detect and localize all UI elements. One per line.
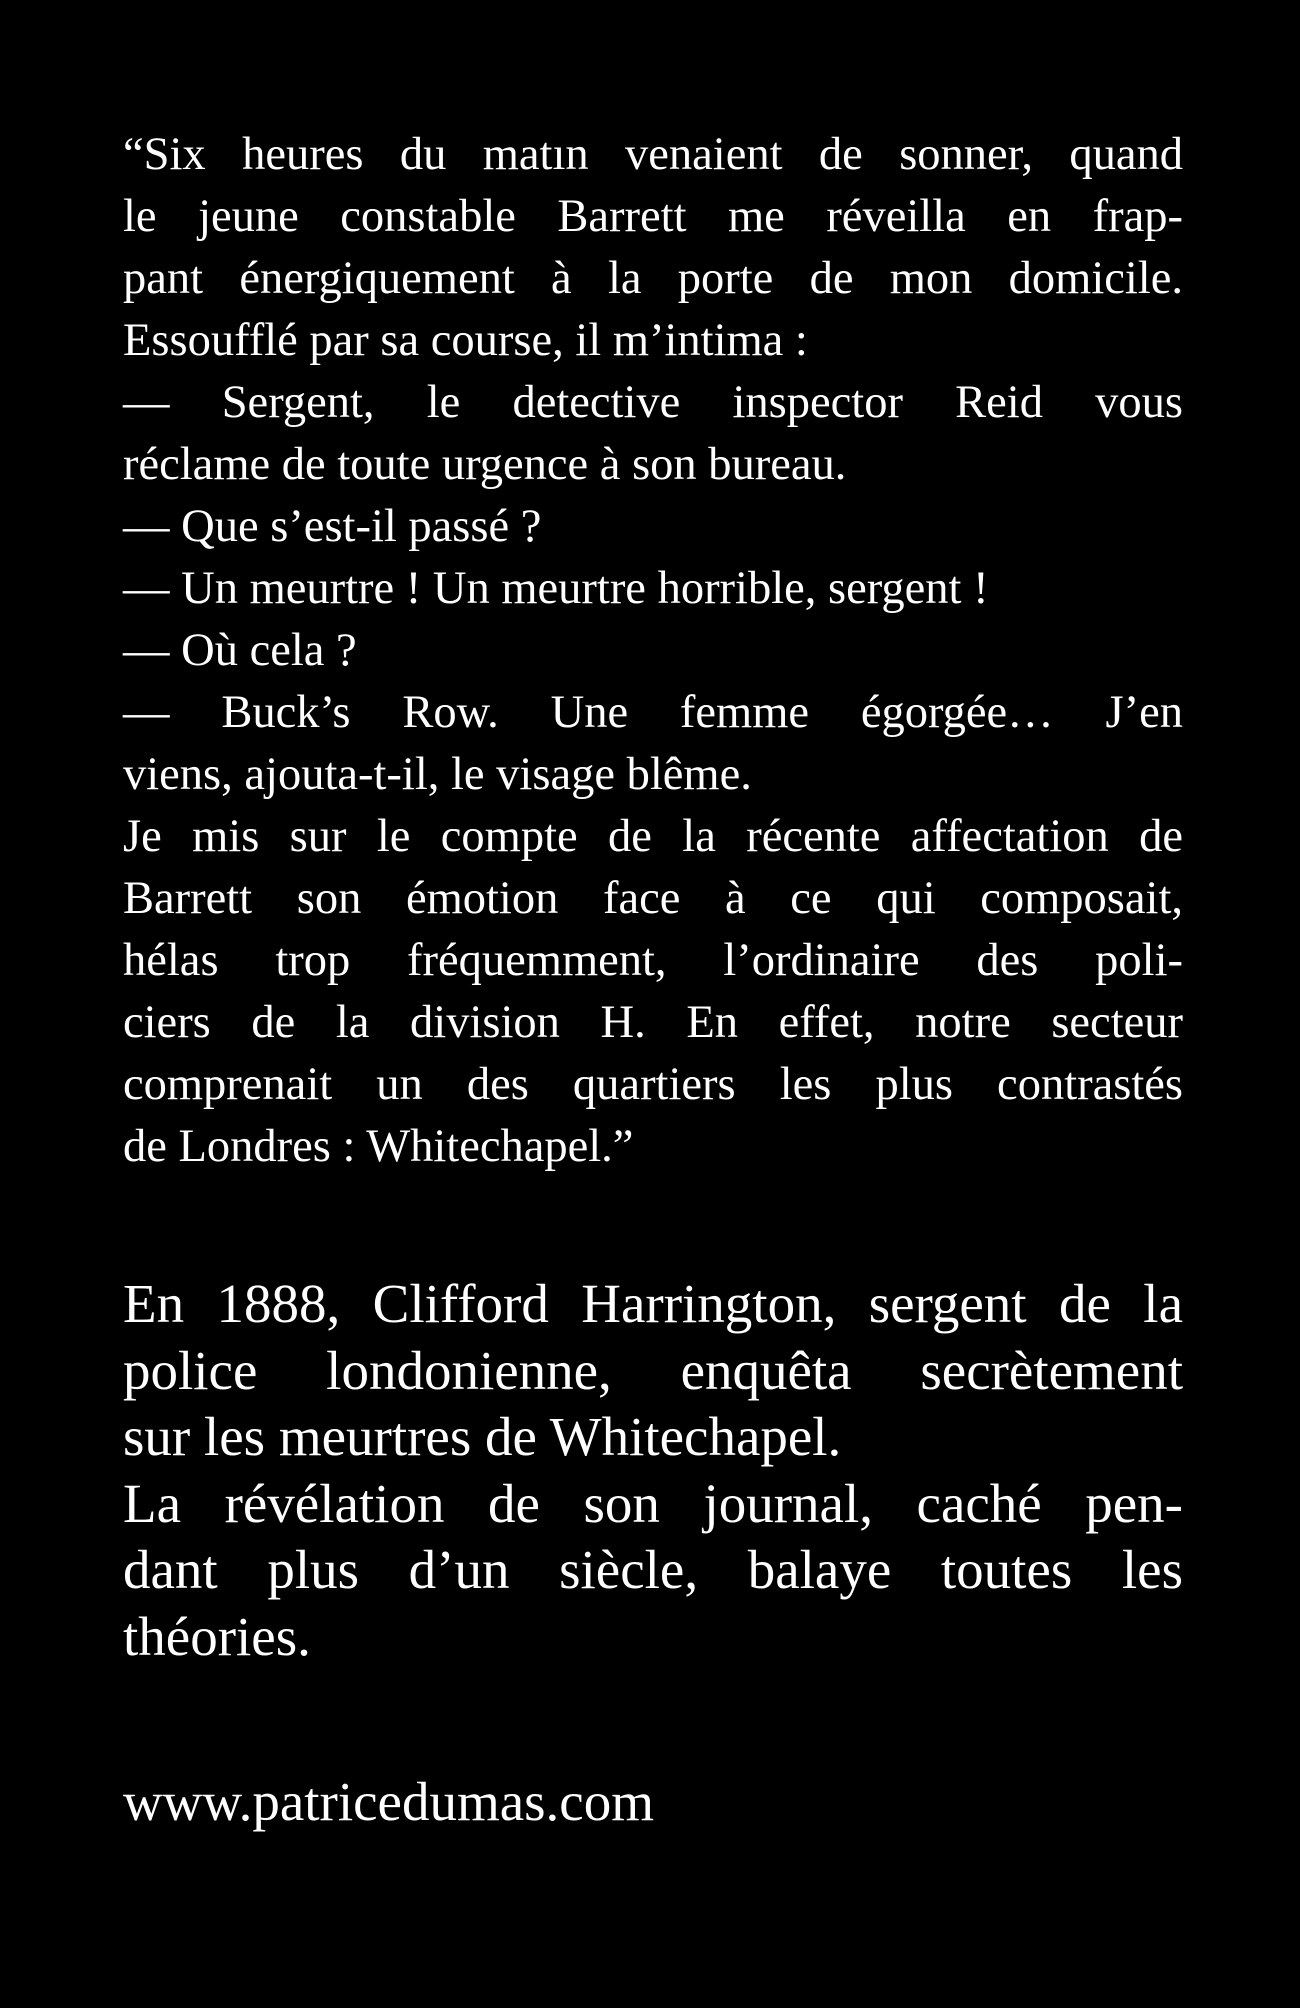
excerpt-line: comprenait un des quartiers les plus contrastés <box>123 1059 1183 1110</box>
summary-line: sur les meurtres de Whitechapel. <box>123 1406 842 1467</box>
excerpt-line: de Londres : Whitechapel.” <box>123 1121 634 1172</box>
excerpt-line: — Buck’s Row. Une femme égorgée… J’en <box>123 687 1183 738</box>
summary-line: théories. <box>123 1605 311 1667</box>
excerpt-line: — Où cela ? <box>123 625 357 676</box>
book-excerpt <box>123 124 1183 1178</box>
summary-line: La révélation de son journal, caché pen- <box>123 1472 1183 1534</box>
excerpt-line: Je mis sur le compte de la récente affectation de <box>123 811 1183 862</box>
summary-line: police londonienne, enquêta secrètement <box>123 1339 1183 1401</box>
excerpt-line: — Un meurtre ! Un meurtre horrible, sergent ! <box>123 563 989 614</box>
author-website: www.patricedumas.com <box>123 1771 654 1832</box>
excerpt-line: Barrett son émotion face à ce qui composait, <box>123 873 1183 924</box>
summary-line: dant plus d’un siècle, balaye toutes les <box>123 1539 1183 1600</box>
excerpt-line: ciers de la division H. En effet, notre secteur <box>123 997 1183 1048</box>
book-summary <box>123 1271 1183 1670</box>
excerpt-line: — Sergent, le detective inspector Reid vous <box>123 377 1183 428</box>
summary-line: En 1888, Clifford Harrington, sergent de la <box>123 1273 1183 1334</box>
excerpt-line: hélas trop fréquemment, l’ordinaire des poli- <box>123 935 1183 986</box>
excerpt-line: Essoufflé par sa course, il m’intima : <box>123 315 808 366</box>
excerpt-line: le jeune constable Barrett me réveilla en frap- <box>123 191 1183 242</box>
excerpt-line: viens, ajouta-t-il, le visage blême. <box>123 749 752 800</box>
excerpt-line: — Que s’est-il passé ? <box>123 501 542 552</box>
excerpt-line: réclame de toute urgence à son bureau. <box>123 439 847 490</box>
excerpt-line: “Six heures du matın venaient de sonner, quand <box>123 129 1183 180</box>
excerpt-line: pant énergiquement à la porte de mon domicile. <box>123 253 1183 304</box>
back-cover <box>123 124 1183 1832</box>
